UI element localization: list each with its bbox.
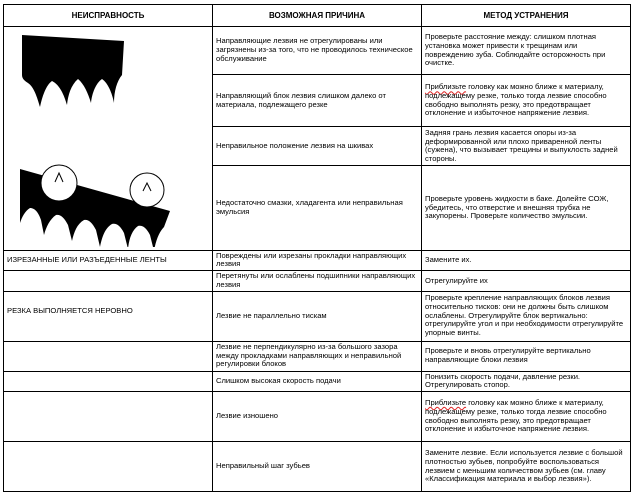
cause-cell: Направляющий блок лезвия слишком далеко от материала, подлежащего резке <box>213 75 422 127</box>
blade-teeth-illustration <box>4 27 210 247</box>
blade-illustration-cell <box>4 27 213 251</box>
table-row <box>4 392 631 442</box>
table-row <box>4 250 631 270</box>
header-problem: НЕИСПРАВНОСТЬ <box>4 5 213 27</box>
fix-cell: Задняя грань лезвия касается опоры из-за деформированной или плохо приваренной ленты (сужена), что вызывает трещины и выпуклость задней стороны. <box>422 127 631 166</box>
fix-cell: Понизить скорость подачи, давление резки. Отрегулировать стопор. <box>422 371 631 391</box>
problem-cell: ИЗРЕЗАННЫЕ ИЛИ РАЗЪЕДЕННЫЕ ЛЕНТЫ <box>4 250 213 270</box>
spellcheck-word: Приблизьте <box>425 82 467 92</box>
fix-cell: Замените их. <box>422 250 631 270</box>
spellcheck-word: Приблизьте <box>425 398 467 408</box>
fix-cell: Отрегулируйте их <box>422 271 631 291</box>
problem-cell-empty <box>4 442 213 492</box>
problem-cell-empty <box>4 371 213 391</box>
table-row <box>4 27 631 75</box>
fix-text: головку как можно ближе к материалу, подлежащему резке, только тогда лезвие способно свободно выполнять резку, это предотвращает отклонение и избыточное напряжение лезвия. <box>425 82 607 118</box>
table-row <box>4 341 631 371</box>
fix-cell: Проверьте и вновь отрегулируйте вертикально направляющие блоки лезвия <box>422 341 631 371</box>
magnifier-circle-right <box>130 173 164 207</box>
cause-cell: Повреждены или изрезаны прокладки направляющих лезвия <box>213 250 422 270</box>
magnifier-circle-left <box>41 165 77 201</box>
fix-cell: Проверьте крепление направляющих блоков лезвия относительно тисков: они не должны быть слишком ослаблены. Отрегулируйте блок вертикально: отрегулируйте угол и при необходимости отрегулируйте упорные винты. <box>422 291 631 341</box>
header-fix: МЕТОД УСТРАНЕНИЯ <box>422 5 631 27</box>
cause-cell: Лезвие не перпендикулярно из-за большого зазора между прокладками направляющих и неправильной регулировки блоков <box>213 341 422 371</box>
problem-cell-empty <box>4 341 213 371</box>
fix-cell: Проверьте расстояние между: слишком плотная установка может привести к трещинам или повреждению зуба. Соблюдайте осторожность при очистке. <box>422 27 631 75</box>
cause-cell: Неправильный шаг зубьев <box>213 442 422 492</box>
cause-cell: Направляющие лезвия не отрегулированы или загрязнены из-за того, что не проводилось техническое обслуживание <box>213 27 422 75</box>
problem-cell: РЕЗКА ВЫПОЛНЯЕТСЯ НЕРОВНО <box>4 291 213 341</box>
cause-cell: Лезвие не параллельно тискам <box>213 291 422 341</box>
table-row <box>4 442 631 492</box>
cause-cell: Перетянуты или ослаблены подшипники направляющих лезвия <box>213 271 422 291</box>
troubleshooting-table <box>3 4 631 492</box>
fix-text: головку как можно ближе к материалу, подлежащему резке, только тогда лезвие способно свободно выполнять резку, это предотвращает отклонение и избыточное напряжение лезвия. <box>425 398 607 434</box>
fix-cell <box>422 75 631 127</box>
table-row <box>4 271 631 291</box>
problem-cell-empty <box>4 271 213 291</box>
cause-cell: Неправильное положение лезвия на шкивах <box>213 127 422 166</box>
header-cause: ВОЗМОЖНАЯ ПРИЧИНА <box>213 5 422 27</box>
blade-top-shape <box>22 35 124 107</box>
cause-cell: Недостаточно смазки, хладагента или неправильная эмульсия <box>213 166 422 250</box>
cause-cell: Лезвие изношено <box>213 392 422 442</box>
table-header-row <box>4 5 631 27</box>
fix-cell: Замените лезвие. Если используется лезвие с большой плотностью зубьев, попробуйте воспользоваться лезвием с меньшим количеством зубьев (см. главу «Классификация материала и выбор лезвия»). <box>422 442 631 492</box>
table-row <box>4 291 631 341</box>
fix-cell: Проверьте уровень жидкости в баке. Долейте СОЖ, убедитесь, что отверстие и внешняя трубка не закупорены. Проверьте количество эмульсии. <box>422 166 631 250</box>
problem-cell-empty <box>4 392 213 442</box>
cause-cell: Слишком высокая скорость подачи <box>213 371 422 391</box>
fix-cell <box>422 392 631 442</box>
table-row <box>4 371 631 391</box>
